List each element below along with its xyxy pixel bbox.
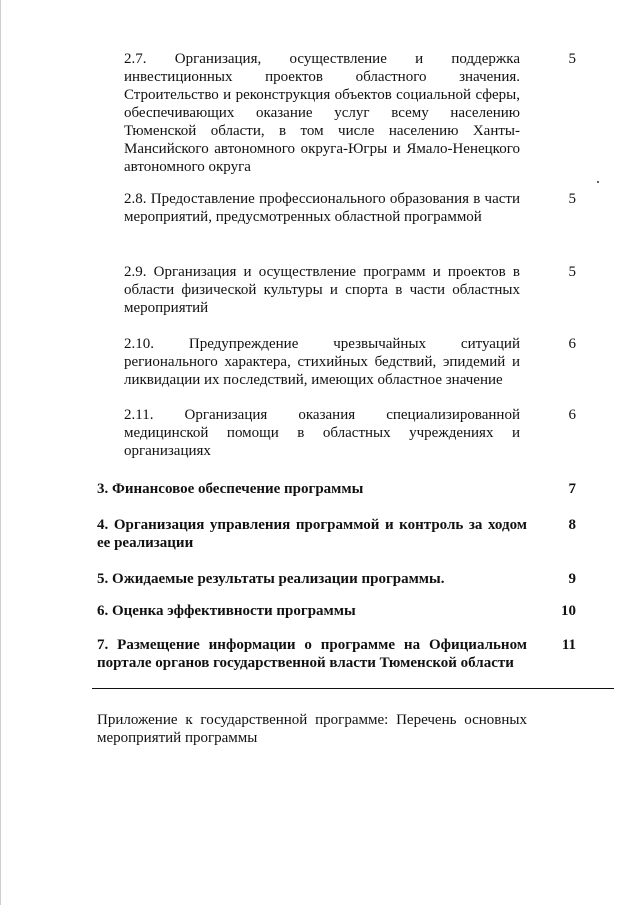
scan-speck xyxy=(597,181,599,183)
toc-entry-text: 2.10. Предупреждение чрезвычайных ситуаций регионального характера, стихийных бедствий, эпидемий и ликвидации их последствий, имеющих областное значение xyxy=(124,336,520,388)
toc-entry-text: 2.8. Предоставление профессионального образования в части мероприятий, предусмотренных областной программой xyxy=(124,191,520,225)
toc-entry-text: 2.11. Организация оказания специализированной медицинской помощи в областных учреждениях и организациях xyxy=(124,407,520,459)
toc-page-number: 11 xyxy=(561,637,576,653)
toc-entry-text: 3. Финансовое обеспечение программы xyxy=(97,481,364,497)
toc-page-number: 8 xyxy=(568,517,576,533)
toc-entry-text: 2.7. Организация, осуществление и поддержка инвестиционных проектов областного значения. Строительство и реконструкция объектов социальной сферы, обеспечивающих оказание услуг всему населению Тюменской области, в том числе населению Ханты-Мансийского автономного округа-Югры и Ямало-Ненецкого автономного округа xyxy=(124,51,520,175)
toc-page-number: 5 xyxy=(568,191,576,207)
page-edge-line xyxy=(0,0,1,905)
toc-page-number: 7 xyxy=(568,481,576,497)
appendix-note: Приложение к государственной программе: Перечень основных мероприятий программы xyxy=(97,712,527,746)
toc-page-number: 9 xyxy=(568,571,576,587)
toc-entry-text: 2.9. Организация и осуществление программ и проектов в области физической культуры и спорта в части областных мероприятий xyxy=(124,264,520,316)
toc-page-number: 6 xyxy=(568,336,576,352)
toc-entry-text: 5. Ожидаемые результаты реализации программы. xyxy=(97,571,445,587)
toc-page-number: 6 xyxy=(568,407,576,423)
toc-entry-text: 4. Организация управления программой и контроль за ходом ее реализации xyxy=(97,517,527,551)
toc-entry-text: 7. Размещение информации о программе на Официальном портале органов государственной власти Тюменской области xyxy=(97,637,527,671)
toc-page-number: 5 xyxy=(568,51,576,67)
toc-entry-text: 6. Оценка эффективности программы xyxy=(97,603,356,619)
toc-page-number: 5 xyxy=(568,264,576,280)
toc-page-number: 10 xyxy=(561,603,576,619)
separator-rule xyxy=(92,688,614,689)
